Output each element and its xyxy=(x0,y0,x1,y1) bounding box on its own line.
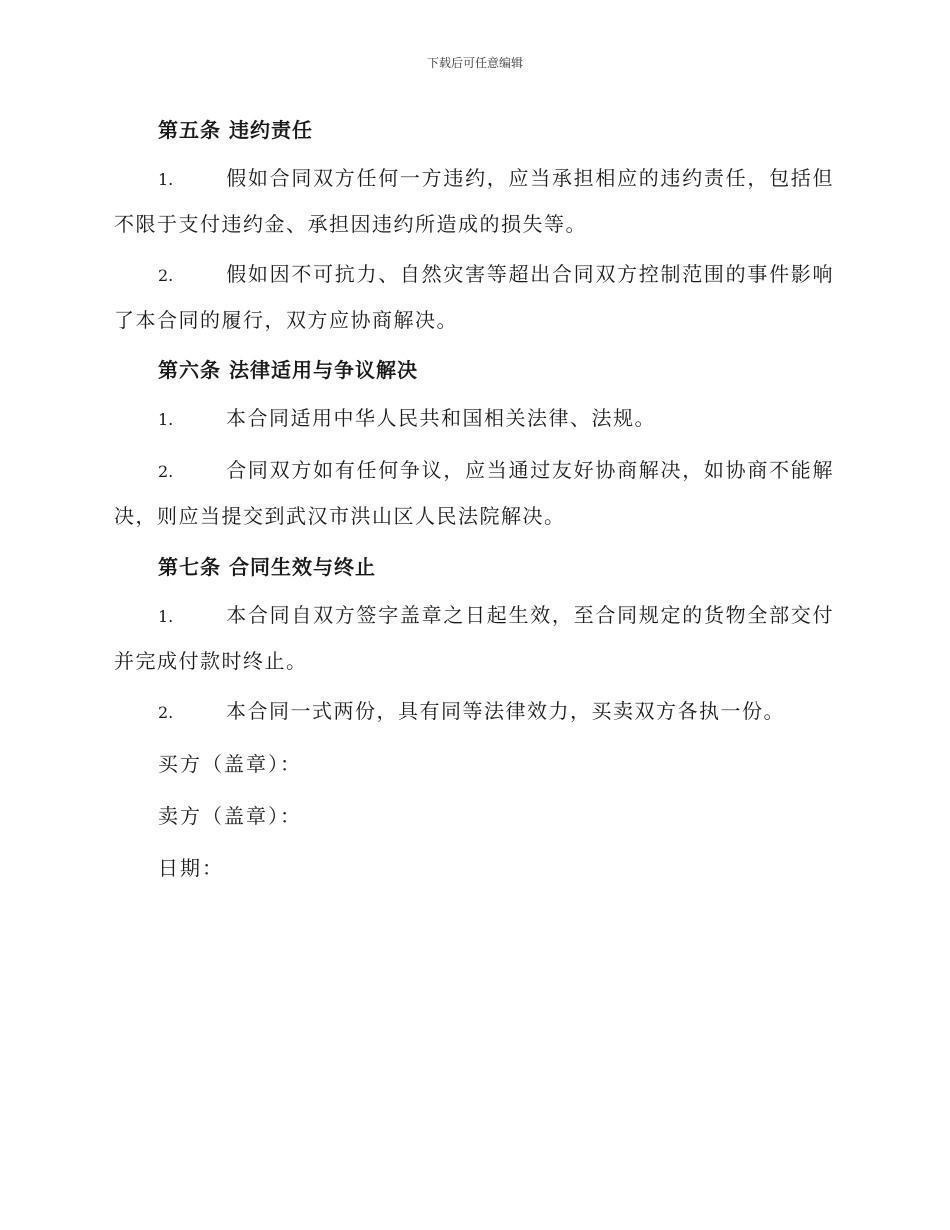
section-5-item-2 xyxy=(114,254,834,340)
section-7-item-2 xyxy=(114,691,834,733)
seller-seal-label: 卖方（盖章）： xyxy=(158,804,302,828)
buyer-seal-label: 买方（盖章）： xyxy=(158,752,302,776)
item-number: 1. xyxy=(158,410,174,429)
item-number: 2. xyxy=(158,703,174,722)
section-5-title: 第五条 违约责任 xyxy=(158,118,313,142)
section-7-item-1 xyxy=(114,595,834,681)
section-6-title: 第六条 法律适用与争议解决 xyxy=(158,358,418,382)
item-text: 假如因不可抗力、自然灾害等超出合同双方控制范围的事件影响 xyxy=(226,262,834,286)
section-7-title: 第七条 合同生效与终止 xyxy=(158,555,376,579)
item-continuation: 了本合同的履行，双方应协商解决。 xyxy=(114,308,458,332)
item-text: 合同双方如有任何争议，应当通过友好协商解决，如协商不能解 xyxy=(226,458,834,482)
page-header: 下载后可任意编辑 xyxy=(426,56,523,70)
date-label: 日期： xyxy=(158,856,224,880)
item-text: 假如合同双方任何一方违约，应当承担相应的违约责任，包括但 xyxy=(226,166,834,190)
section-6-item-2 xyxy=(114,450,834,536)
item-first-line xyxy=(114,450,834,492)
item-number: 2. xyxy=(158,266,174,285)
item-first-line xyxy=(114,158,834,200)
item-continuation: 决，则应当提交到武汉市洪山区人民法院解决。 xyxy=(114,504,566,528)
item-first-line xyxy=(114,691,834,733)
item-first-line xyxy=(114,254,834,296)
item-number: 1. xyxy=(158,170,174,189)
item-text: 本合同适用中华人民共和国相关法律、法规。 xyxy=(226,406,656,430)
item-continuation: 不限于支付违约金、承担因违约所造成的损失等。 xyxy=(114,212,587,236)
section-5-item-1 xyxy=(114,158,834,244)
item-text: 本合同自双方签字盖章之日起生效，至合同规定的货物全部交付 xyxy=(226,603,834,627)
item-continuation: 并完成付款时终止。 xyxy=(114,649,308,673)
item-first-line xyxy=(114,398,834,440)
section-6-item-1 xyxy=(114,398,834,440)
item-number: 2. xyxy=(158,462,174,481)
item-text: 本合同一式两份，具有同等法律效力，买卖双方各执一份。 xyxy=(226,699,785,723)
item-number: 1. xyxy=(158,607,174,626)
item-first-line xyxy=(114,595,834,637)
